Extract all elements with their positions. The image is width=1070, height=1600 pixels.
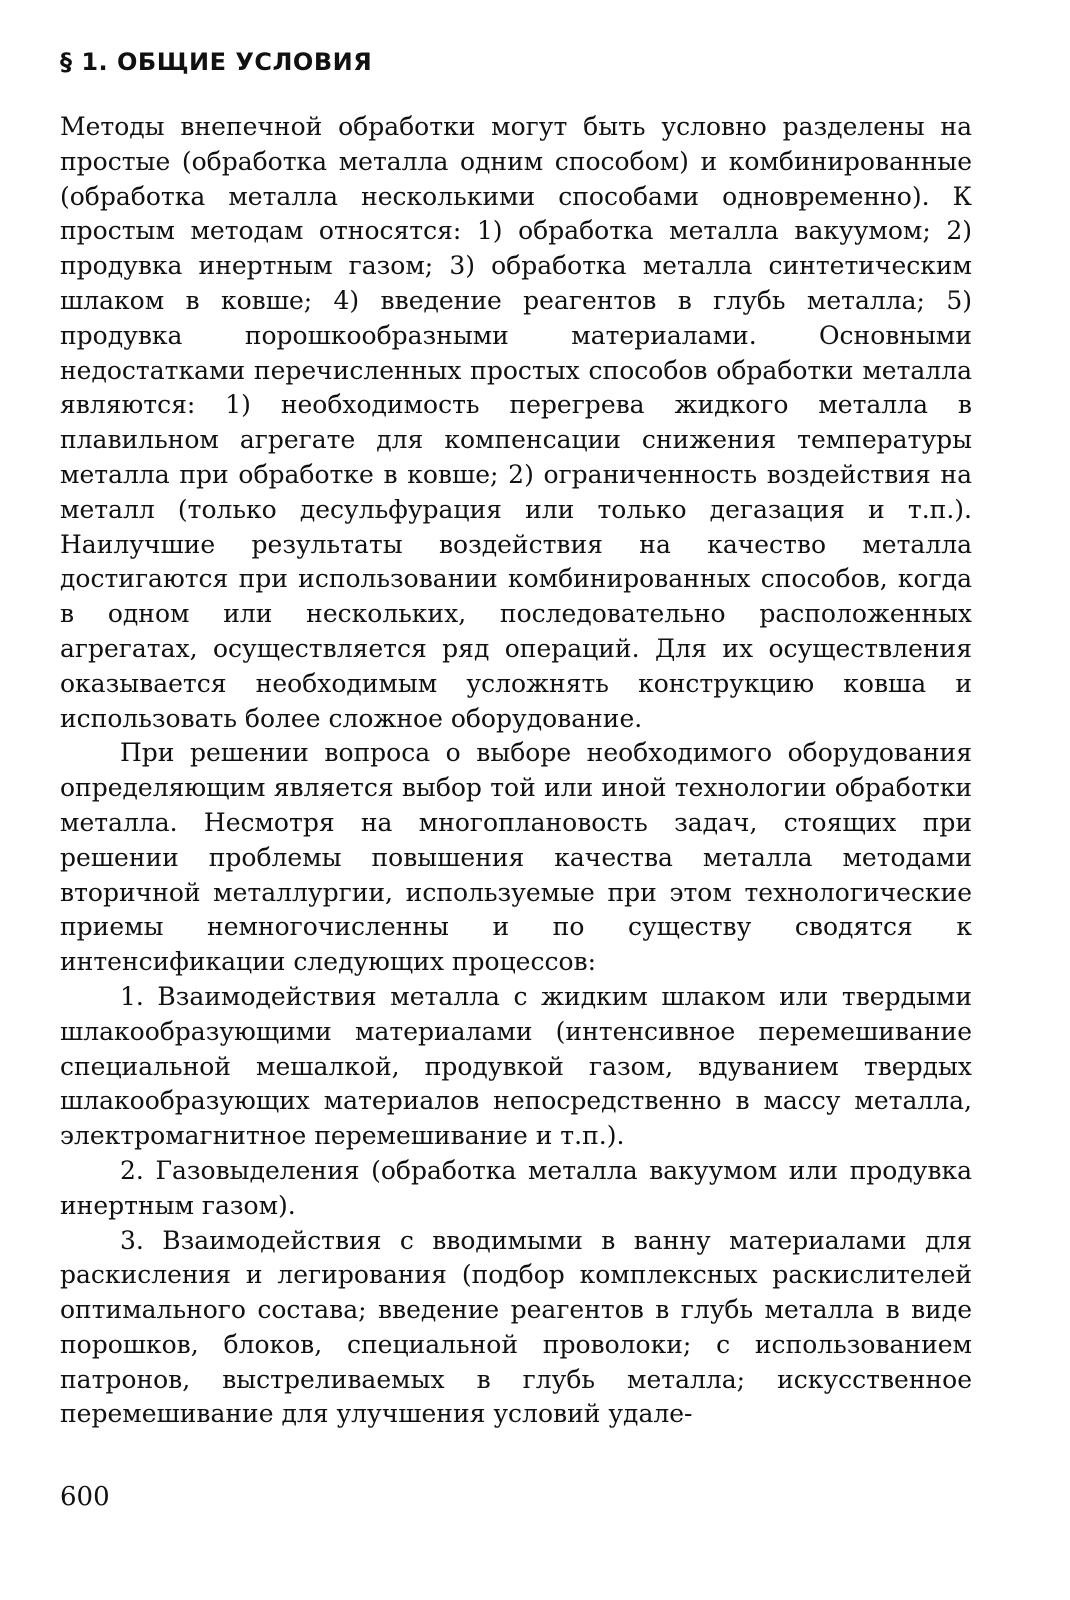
list-item-3: 3. Взаимодействия с вводимыми в ванну материалами для раскисления и легирования (подбор комплексных раскислителей оптимального состава; введение реагентов в глубь металла в виде порошков, блоков, специальной проволоки; с использованием патронов, выстреливаемых в глубь металла; искусственное перемешивание для улучшения условий удале- — [60, 1225, 972, 1429]
body-text — [60, 110, 972, 1432]
paragraph-technology: При решении вопроса о выборе необходимого оборудования определяющим является выбор той или иной технологии обработки металла. Несмотря на многоплановость задач, стоящих при решении проблемы повышения качества металла методами вторичной металлургии, используемые при этом технологические приемы немногочисленны и по существу сводятся к интенсификации следующих процессов: — [60, 738, 972, 977]
paragraph-intro: Методы внепечной обработки могут быть условно разделены на простые (обработка металла одним способом) и комбинированные (обработка металла несколькими способами одновременно). К простым методам относятся: 1) обработка металла вакуумом; 2) продувка инертным газом; 3) обработка металла синтетическим шлаком в ковше; 4) введение реагентов в глубь металла; 5) продувка порошкообразными материалами. Основными недостатками перечисленных простых способов обработки металла являются: 1) необходимость перегрева жидкого металла в плавильном агрегате для компенсации снижения температуры металла при обработке в ковше; 2) ограниченность воздействия на металл (только десульфурация или только дегазация и т.п.). Наилучшие результаты воздействия на качество металла достигаются при использовании комбинированных способов, когда в одном или нескольких, последовательно расположенных агрегатах, осуществляется ряд операций. Для их осуществления оказывается необходимым усложнять конструкцию ковша и использовать более сложное оборудование. — [60, 112, 972, 733]
section-heading: § 1. ОБЩИЕ УСЛОВИЯ — [60, 48, 373, 76]
list-item-2: 2. Газовыделения (обработка металла вакуумом или продувка инертным газом). — [60, 1155, 972, 1220]
page-number: 600 — [60, 1482, 110, 1512]
book-page — [60, 0, 972, 1600]
list-item-1: 1. Взаимодействия металла с жидким шлаком или твердыми шлакообразующими материалами (интенсивное перемешивание специальной мешалкой, продувкой газом, вдуванием твердых шлакообразующих материалов непосредственно в массу металла, электромагнитное перемешивание и т.п.). — [60, 981, 972, 1151]
